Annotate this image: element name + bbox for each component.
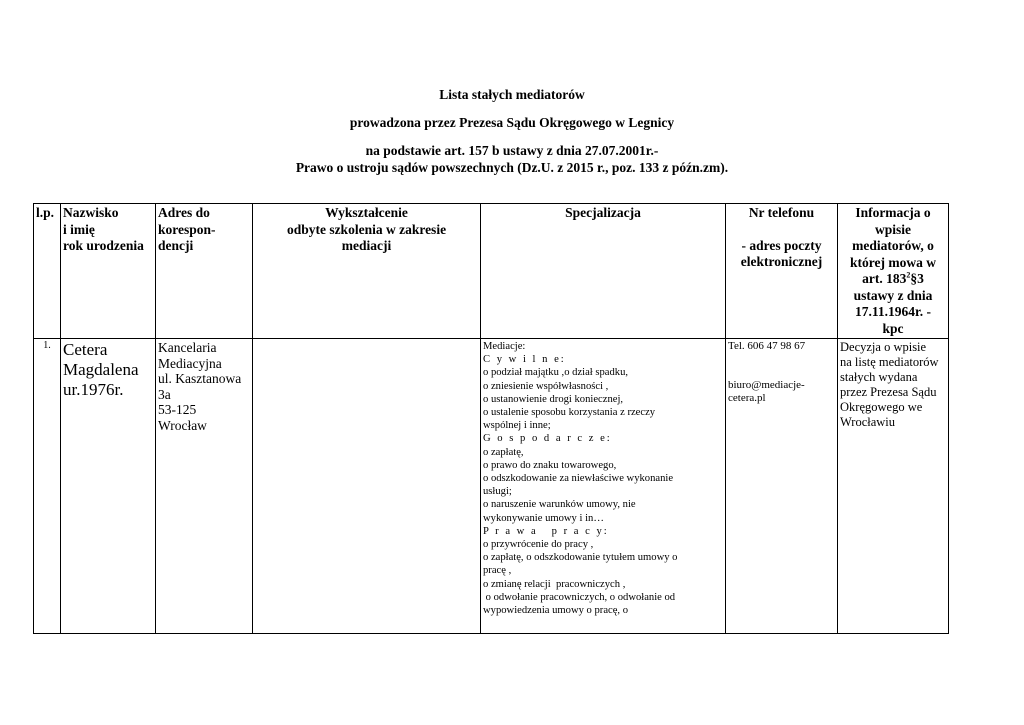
col-header-address: Adres do korespon- dencji bbox=[156, 204, 253, 339]
col-header-education: Wykształcenie odbyte szkolenia w zakresie mediacji bbox=[253, 204, 481, 339]
mediator-education bbox=[253, 339, 481, 634]
document-header bbox=[0, 86, 1024, 176]
mediator-contact: Tel. 606 47 98 67 biuro@mediacje- cetera.pl bbox=[726, 339, 838, 634]
col-header-lp: l.p. bbox=[34, 204, 61, 339]
table-row bbox=[34, 339, 949, 634]
phone-number: Tel. 606 47 98 67 bbox=[728, 340, 806, 352]
legal-basis-line2: Prawo o ustroju sądów powszechnych (Dz.U. z 2015 r., poz. 133 z późn.zm). bbox=[295, 160, 729, 175]
email-address: biuro@mediacje- bbox=[728, 379, 805, 391]
mediators-table bbox=[33, 203, 949, 634]
mediator-specialization: Mediacje: C y w i l n e: o podział majątku ,o dział spadku, o zniesienie współwłasności , o ustanowienie drogi koniecznej, o ustalenie sposobu korzystania z rzeczy wspólnej i inne; G o s p o d a r c z e: o zapłatę, o prawo do znaku towarowego, o odszkodowanie za niewłaściwe wykonanie usługi; o naruszenie warunków umowy, nie wykonywanie umowy i in… P r a w a p r a c y: o przywrócenie do pracy , o zapłatę, o odszkodowanie tytułem umowy o pracę , o zmianę relacji pracowniczych , o odwołanie pracowniczych, o odwołanie od wypowiedzenia umowy o pracę, o bbox=[481, 339, 726, 634]
col-header-specialization: Specjalizacja bbox=[481, 204, 726, 339]
col-header-phone: Nr telefonu - adres poczty elektronicznej bbox=[726, 204, 838, 339]
col-header-name: Nazwisko i imię rok urodzenia bbox=[61, 204, 156, 339]
row-lp: 1. bbox=[34, 339, 61, 634]
document-subtitle: prowadzona przez Prezesa Sądu Okręgowego w Legnicy bbox=[349, 115, 675, 130]
mediator-address: Kancelaria Mediacyjna ul. Kasztanowa 3a 53-125 Wrocław bbox=[156, 339, 253, 634]
document-title: Lista stałych mediatorów bbox=[439, 87, 585, 102]
col-header-info: Informacja o wpisie mediatorów, o której mowa w art. $183^2\S 3$ ustawy z dnia 17.11.1964r. - kpc bbox=[838, 204, 949, 339]
table-header-row bbox=[34, 204, 949, 339]
mediator-name: Cetera Magdalena ur.1976r. bbox=[61, 339, 156, 634]
mediator-entry-info: Decyzja o wpisie na listę mediatorów stałych wydana przez Prezesa Sądu Okręgowego we Wrocławiu bbox=[838, 339, 949, 634]
legal-basis-line1: na podstawie art. 157 b ustawy z dnia 27.07.2001r.- bbox=[365, 143, 659, 158]
